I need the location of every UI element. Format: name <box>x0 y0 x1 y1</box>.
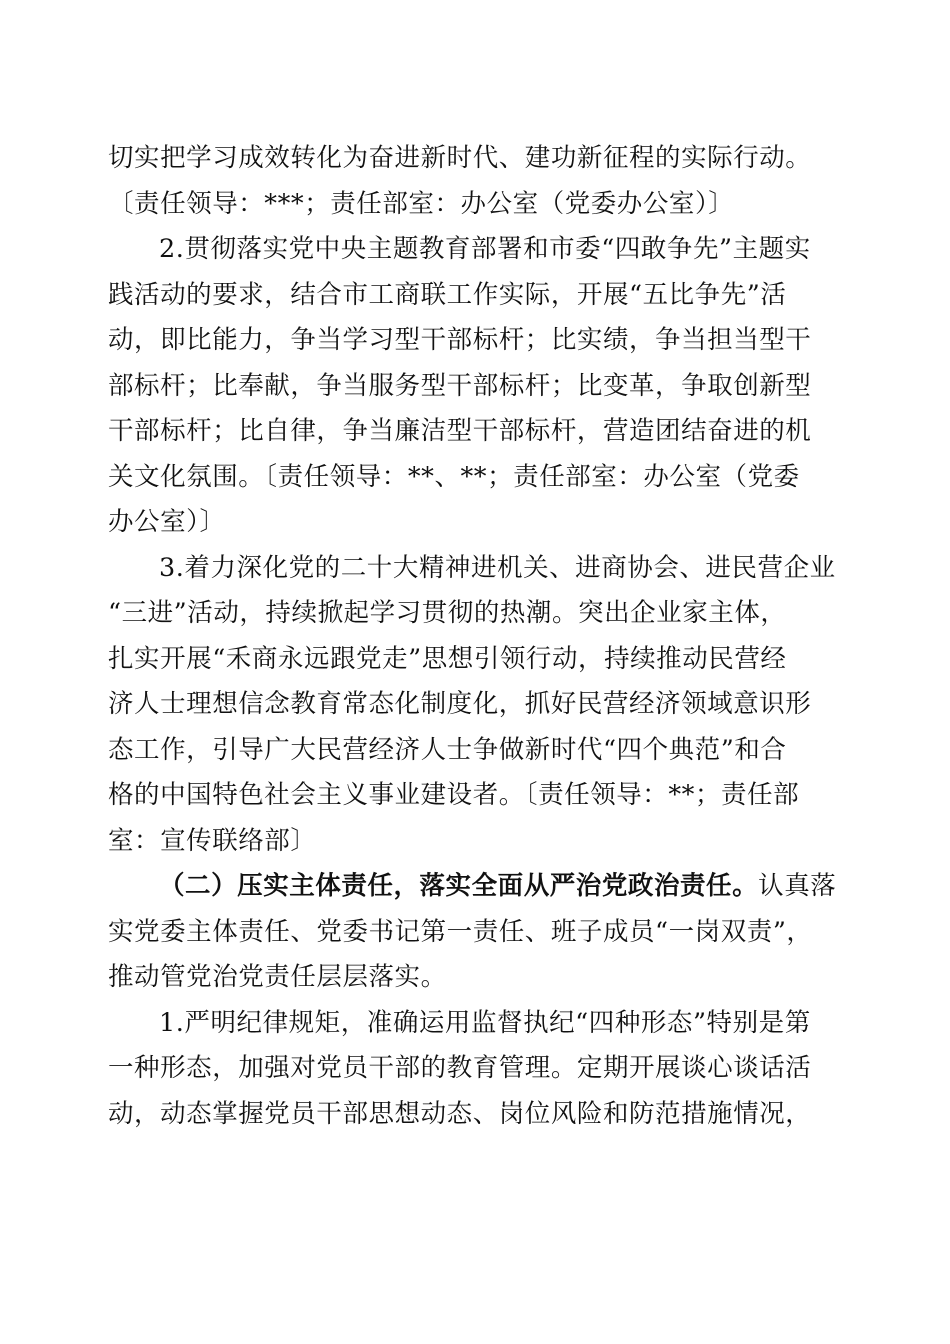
text-line: 1.严明纪律规矩，准确运用监督执纪“四种形态”特别是第 <box>159 1007 811 1038</box>
text-line: 实党委主体责任、党委书记第一责任、班子成员“一岗双责”， <box>108 916 813 947</box>
paragraph-item-3 <box>108 546 836 865</box>
text-line: 办公室）〕 <box>108 507 226 537</box>
paragraph-item-2 <box>108 227 833 546</box>
text-line: “三进”活动，持续掀起学习贯彻的热潮。突出企业家主体， <box>108 598 787 628</box>
text-line: 态工作，引导广大民营经济人士争做新时代“四个典范”和合 <box>108 734 787 765</box>
text-line: 干部标杆；比自律，争当廉洁型干部标杆，营造团结奋进的机 <box>108 416 812 446</box>
text-line: 部标杆；比奉献，争当服务型干部标杆；比变革，争取创新型 <box>108 370 812 401</box>
text-line: 关文化氛围。〔责任领导：**、**；责任部室：办公室（党委 <box>108 461 800 492</box>
text-line: 3.着力深化党的二十大精神进机关、进商协会、进民营企业 <box>159 552 836 583</box>
paragraph-item-1b <box>108 1001 833 1138</box>
text-line: 〔责任领导：***；责任部室：办公室（党委办公室）〕 <box>108 188 735 219</box>
text-line: 推动管党治党责任层层落实。 <box>108 962 447 992</box>
text-line: 切实把学习成效转化为奋进新时代、建功新征程的实际行动。 <box>108 143 812 173</box>
text-line: 践活动的要求，结合市工商联工作实际，开展“五比争先”活 <box>108 279 787 310</box>
text-line: 扎实开展“禾商永远跟党走”思想引领行动，持续推动民营经 <box>108 643 787 674</box>
text-line: 格的中国特色社会主义事业建设者。〔责任领导：**；责任部 <box>108 780 800 810</box>
text-line: 一种形态，加强对党员干部的教育管理。定期开展谈心谈话活 <box>108 1053 812 1083</box>
text-line: 济人士理想信念教育常态化制度化，抓好民营经济领域意识形 <box>108 689 812 719</box>
text-line: 动，动态掌握党员干部思想动态、岗位风险和防范措施情况， <box>108 1098 812 1129</box>
section-heading-continuation: 认真落 <box>758 871 837 901</box>
document-page <box>108 136 837 1137</box>
text-line <box>108 864 837 910</box>
text-line: 2.贯彻落实党中央主题教育部署和市委“四敢争先”主题实 <box>159 234 811 264</box>
text-line: 动，即比能力，争当学习型干部标杆；比实绩，争当担当型干 <box>108 325 812 355</box>
paragraph-section-2 <box>108 864 837 1001</box>
section-heading: （二）压实主体责任，落实全面从严治党政治责任。 <box>159 871 759 901</box>
paragraph-intro-tail <box>108 136 833 227</box>
text-line: 室：宣传联络部〕 <box>108 825 317 856</box>
